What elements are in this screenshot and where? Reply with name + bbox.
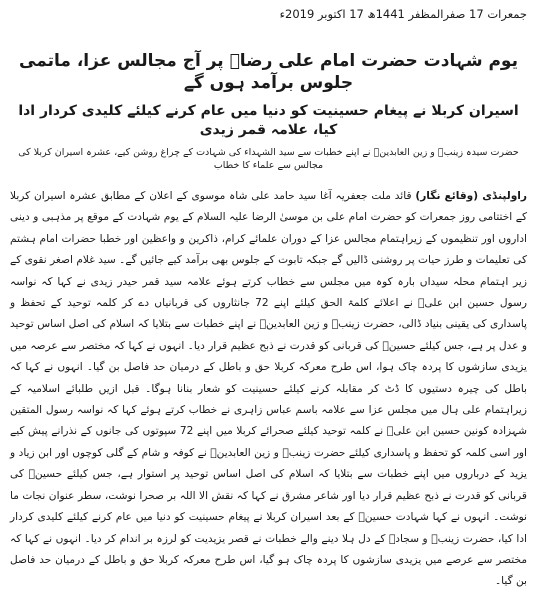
strapline: حضرت سیدہ زینبؑ و زین العابدینؑ نے اپنے خطبات سے سید الشہداء کی شہادت کے چراغ روشن کیے، عشرہ اسیران کربلا کی مجالس سے علماء کا خطاب: [18, 147, 519, 171]
dateline: جمعرات 17 صفرالمظفر 1441ھ 17 اکتوبر 2019ء: [279, 7, 527, 21]
headline: یوم شہادت حضرت امام علی رضاؑ پر آج مجالس عزا، ماتمی جلوس برآمد ہوں گے: [19, 51, 518, 93]
subheadline: اسیران کربلا نے پیغام حسینیت کو دنیا میں عام کرنے کیلئے کلیدی کردار ادا کیا، علامہ قمر زیدی: [18, 103, 519, 138]
article-body-text: قائد ملت جعفریہ آغا سید حامد علی شاہ موسوی کے اعلان کے مطابق عشرہ اسیران کربلا کے اختتامی روز جمعرات کو حضرت امام علی بن موسیٰ الرضا علیہ السلام کے یوم شہادت کے موقع پر مذہبی و دینی اداروں اور تنظیموں کے زیراہتمام مجالس عزا کے دوران علمائے کرام، ذاکرین و واعظین اور خطبا حضرات امام ہشتم کی تعلیمات و طرز حیات پر روشنی ڈالیں گے جبکہ تابوت کے جلوس بھی برآمد کیے جائیں گے۔ سید غلام اصغر نقوی کے زیر اہتمام محلہ سیداں بارہ کوہ میں مجلس سے خطاب کرتے ہوئے علامہ سید قمر حیدر زیدی نے کہا کہ نواسہ رسول حسین ابن علیؑ نے اعلائے کلمۃ الحق کیلئے اپنے 72 جانثاروں کی قربانیاں دے کر کلمہ توحید کے تحفظ و پاسداری کی یقینی بنیاد ڈالی، حضرت زینبؑ و زین العابدینؑ نے اپنے خطبات سے بتلایا کہ اسلام کی اصل اساس توحید و عدل پر ہے، جس کیلئے حسینؑ کی قربانی کو قدرت نے ذبح عظیم قرار دیا۔ انہوں نے کہا کہ مختصر سے عرصہ میں یزیدی سازشوں کا پردہ چاک ہوا، اس طرح معرکہ کربلا حق و باطل کے درمیان حد فاصل بن گیا۔ انہوں نے کہا کہ باطل کی چیرہ دستیوں کا ڈٹ کر مقابلہ کرنے کیلئے حسینیت کو شعار بنانا ہوگا۔ قبل ازیں طلبائے اسلامیہ کے زیراہتمام علی ہال میں مجلس عزا سے علامہ باسم عباس زاہری نے خطاب کرتے ہوئے کہا کہ نواسہ رسول المتقین شہزادہ کونین حسین ابن علیؑ نے کلمہ توحید کیلئے صحرائے کربلا میں اپنے 72 سپوتوں کی جانوں کے نذرانے پیش کیے اور اسی کلمہ کو تحفظ و پاسداری کیلئے حضرت زینبؑ و زین العابدینؑ نے کوفہ و شام کے گلی کوچوں اور ابن زیاد و یزید کے درباروں میں اپنے خطبات سے بتلایا کہ اسلام کی اصل اساس توحید پر استوار ہے، جس کیلئے حسینؑ کی قربانی کو قدرت نے ذبح عظیم قرار دیا اور شاعر مشرق نے کہا کہ نقش الا اللہ بر صحرا نوشت، سطر عنوان نجات ما نوشت۔ انہوں نے کہا شہادت حسینؑ کے بعد اسیران کربلا نے پیغام حسینیت کو دنیا میں عام کرنے کیلئے کلیدی کردار ادا کیا، حضرت زینبؑ و سجادؑ کے دل ہلا دینے والے خطبات نے قصر یزیدیت کو لرزہ بر اندام کر دیا۔ انہوں نے کہا کہ مختصر سے عرصے میں یزیدی سازشوں کا پردہ چاک ہو گیا، اس طرح معرکہ کربلا حق و باطل کے درمیان حد فاصل بن گیا۔: [10, 190, 527, 588]
article-body: [10, 186, 527, 593]
article-intro: راولپنڈی (وقائع نگار): [415, 190, 528, 202]
